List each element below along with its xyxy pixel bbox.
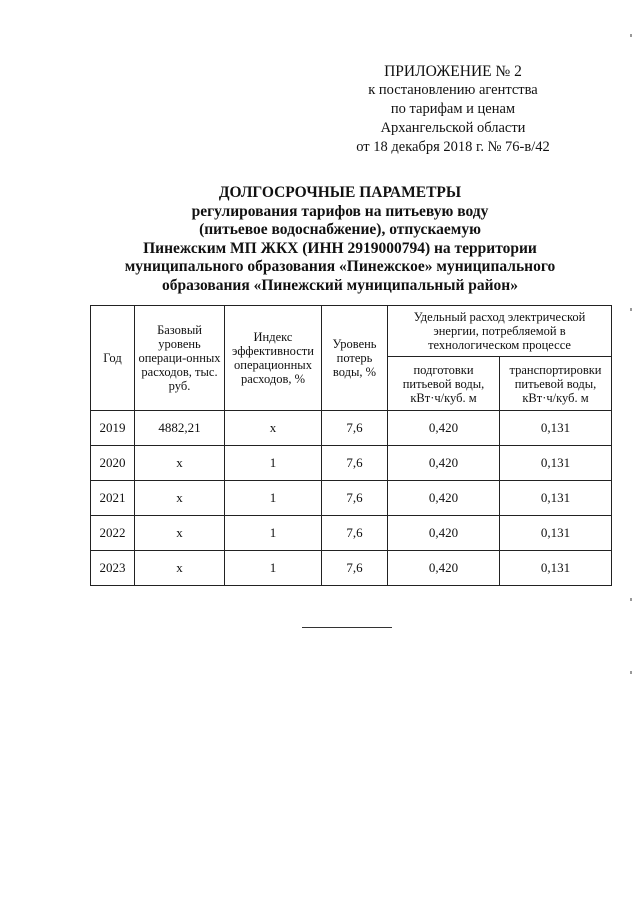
appendix-block [338,62,568,157]
cell-year: 2022 [91,516,135,551]
title-line: ДОЛГОСРОЧНЫЕ ПАРАМЕТРЫ [218,184,462,201]
appendix-line: к постановлению агентства [368,82,538,98]
cell-prep: 0,420 [388,516,500,551]
end-separator-line [302,627,392,628]
cell-year: 2021 [91,481,135,516]
cell-year: 2020 [91,446,135,481]
scan-edge-mark [630,308,632,311]
table-row [91,551,612,586]
cell-loss: 7,6 [322,481,388,516]
cell-index: 1 [225,551,322,586]
header-year: Год [91,306,135,411]
cell-prep: 0,420 [388,446,500,481]
title-line: регулирования тарифов на питьевую воду [191,202,489,220]
cell-index: x [225,411,322,446]
cell-prep: 0,420 [388,551,500,586]
appendix-date-line: от 18 декабря 2018 г. № 76-в/42 [356,139,550,155]
title-line: Пинежским МП ЖКХ (ИНН 2919000794) на территории [143,239,537,257]
cell-prep: 0,420 [388,481,500,516]
cell-transport: 0,131 [500,481,612,516]
cell-index: 1 [225,516,322,551]
title-line: (питьевое водоснабжение), отпускаемую [199,221,481,238]
scan-edge-mark [630,34,632,37]
cell-base: x [135,481,225,516]
document-title [60,184,620,295]
title-line: образования «Пинежский муниципальный район» [162,276,518,294]
cell-index: 1 [225,481,322,516]
cell-loss: 7,6 [322,551,388,586]
cell-base: x [135,551,225,586]
appendix-heading: ПРИЛОЖЕНИЕ № 2 [384,63,522,80]
cell-base: x [135,446,225,481]
cell-transport: 0,131 [500,446,612,481]
table-row [91,446,612,481]
scan-edge-mark [630,598,632,601]
header-base-level: Базовый уровень операци-онных расходов, тыс. руб. [135,306,225,411]
header-efficiency-index: Индекс эффективности операционных расходов, % [225,306,322,411]
parameters-table [90,305,612,586]
cell-transport: 0,131 [500,551,612,586]
header-energy-group: Удельный расход электрической энергии, потребляемой в технологическом процессе [388,306,612,357]
cell-index: 1 [225,446,322,481]
cell-year: 2023 [91,551,135,586]
table-row [91,516,612,551]
header-water-loss: Уровень потерь воды, % [322,306,388,411]
header-energy-transport: транспортировки питьевой воды, кВт·ч/куб. м [500,357,612,411]
table-row [91,411,612,446]
cell-loss: 7,6 [322,446,388,481]
cell-transport: 0,131 [500,411,612,446]
title-line: муниципального образования «Пинежское» муниципального [124,258,556,275]
cell-base: 4882,21 [135,411,225,446]
table-row [91,481,612,516]
cell-loss: 7,6 [322,516,388,551]
cell-base: x [135,516,225,551]
appendix-line: по тарифам и ценам [390,101,516,117]
cell-transport: 0,131 [500,516,612,551]
header-energy-prep: подготовки питьевой воды, кВт·ч/куб. м [388,357,500,411]
cell-prep: 0,420 [388,411,500,446]
cell-loss: 7,6 [322,411,388,446]
cell-year: 2019 [91,411,135,446]
appendix-line: Архангельской области [380,120,526,136]
scan-edge-mark [630,671,632,674]
